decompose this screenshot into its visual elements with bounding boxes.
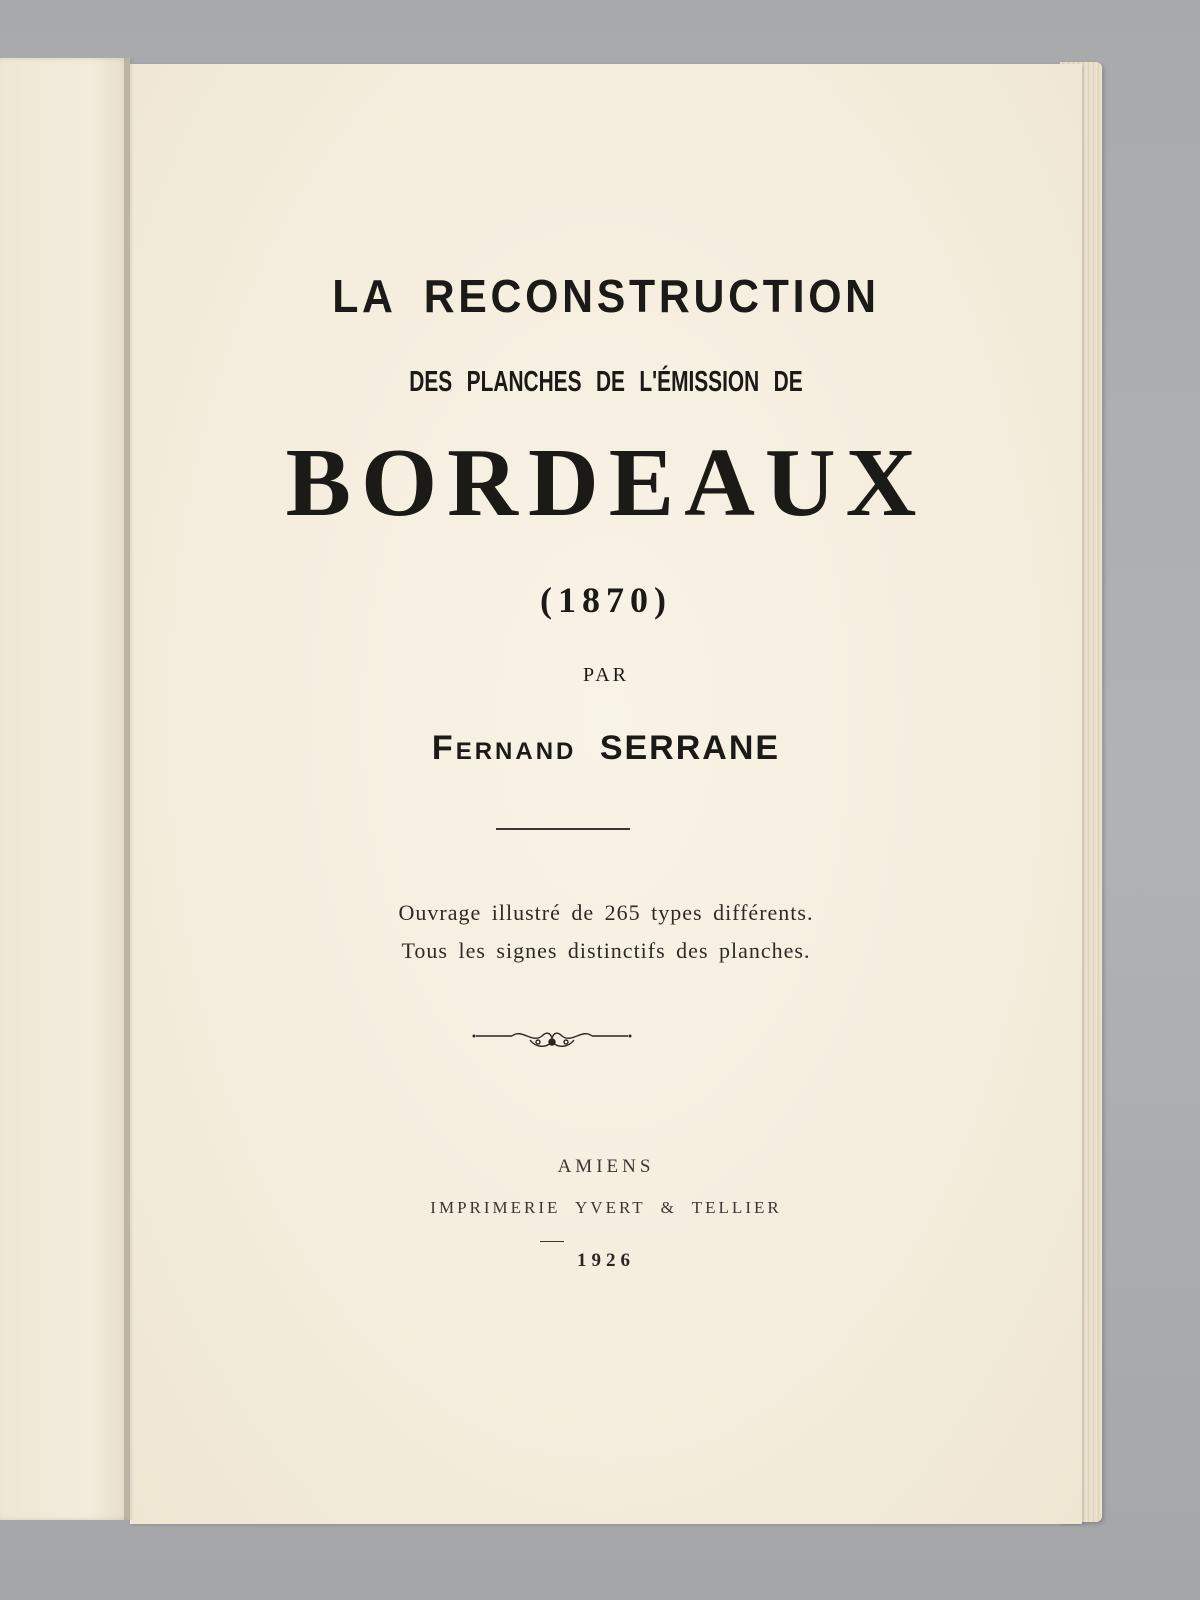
spine-shadow bbox=[124, 58, 134, 1520]
imprint-year: 1926 bbox=[577, 1250, 635, 1271]
imprint-city: AMIENS bbox=[557, 1156, 655, 1177]
imprint-dash bbox=[540, 1241, 564, 1242]
left-page bbox=[0, 58, 130, 1520]
description-line-2: Tous les signes distinctifs des planches. bbox=[401, 938, 811, 963]
title-year: (1870) bbox=[540, 580, 672, 620]
author-first-name: Fernand bbox=[431, 729, 577, 767]
divider-rule bbox=[496, 828, 630, 830]
by-label: PAR bbox=[582, 664, 630, 686]
description-line-1: Ouvrage illustré de 265 types différents. bbox=[398, 900, 814, 925]
title-line-1: LA RECONSTRUCTION bbox=[332, 270, 880, 322]
title-page bbox=[130, 64, 1082, 1524]
author-last-name: SERRANE bbox=[599, 729, 781, 767]
author-name bbox=[130, 729, 1082, 768]
imprint-printer: IMPRIMERIE YVERT & TELLIER bbox=[430, 1198, 782, 1217]
fleuron-ornament-icon bbox=[472, 1026, 632, 1054]
title-main: BORDEAUX bbox=[285, 429, 927, 537]
title-line-2: DES PLANCHES DE L'ÉMISSION DE bbox=[409, 366, 803, 398]
